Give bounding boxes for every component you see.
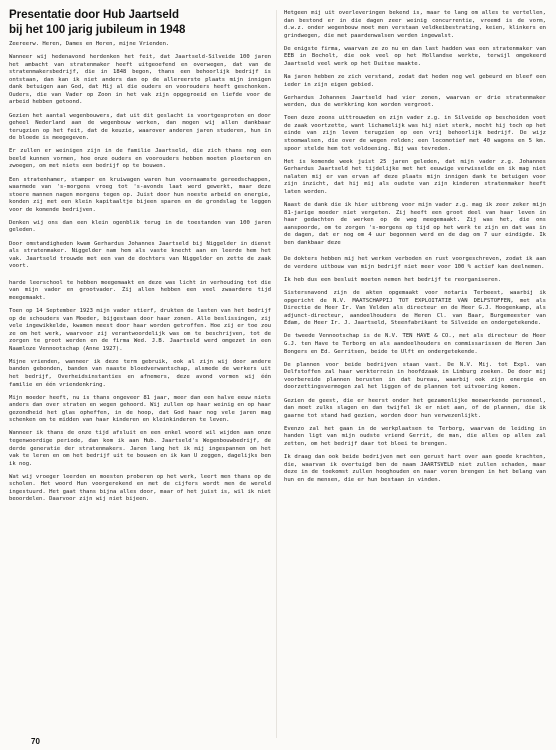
paragraph: Evenzo zal het gaan in de werkplaatsen te Terborg, waarvan de leiding in handen ligt van mijn oudste vriend Gerrit, de man, die alles op alles zal zetten, om het bedrijf daar tot bloei te brengen. <box>284 425 546 447</box>
paragraph: De tweede Vennootschap is de N.V. TEN HAVE & CO., met als directeur de Heer G.J. ten Have te Terborg en als aandeelhouders en commissarissen de Heren Jan Bongers en Ed. Gerritsen, beide te Ulft en ondergetekende. <box>284 333 546 355</box>
paragraph: Naast de dank die ik hier uitbreng voor mijn vader z.g. mag ik zeer zeker mijn 81-jarige moeder niet vergeten. Zij heeft een groot deel van haar leven in haar gedachten de werken op de weg meegemaakt. Zij was het, die ons aanspoorde, om te zorgen 's-morgens op tijd op het werk te zijn en dat was in de dagen, dat er nog om 4 uur begonnen werd en de dag om 7 uur eindigde. Ik ben dankbaar deze <box>284 202 546 246</box>
right-column <box>284 10 546 490</box>
paragraph: Denken wij ons dan een klein ogenblik terug in de toestanden van 100 jaren geleden. <box>9 219 271 234</box>
title-line-2: bij het 100 jarig jubileum in 1948 <box>9 24 186 36</box>
paragraph: Wat wij vroeger leerden en moesten proberen op het werk, leert men thans op de scholen. Het woord Hun voorgerekend en met de cijfers wordt men de wereld ingestuurd. Het gaat thans bijna alles door, maar of het juist is, wil ik niet beoordelen. Daarvoor zijn wij niet bijeen. <box>9 473 271 503</box>
paragraph: Door omstandigheden kwam Gerhardus Johannes Jaartseld bij Niggelder in dienst als stratenmaker. Niggelder nam hem als vaste knecht aan en leerde hem het vak. Jaartseld trouwde met een van de dochters van Niggelder en zette de zaak voort. <box>9 240 271 270</box>
paragraph: De plannen voor beide bedrijven staan vast. De N.V. Mij. tot Expl. van Delfstoffen zal haar werkterrein in hoofdzaak in Limburg zoeken. De door mij voorbereide plannen berusten in dat bureau, waarbij ook zijn energie en doorzettingsvermogen zal het liggen of de plannen tot uitvoering komen. <box>284 361 546 391</box>
paragraph: Gezien de geest, die er heerst onder het gezamenlijke meewerkende personeel, dan moet zulks slagen en dan twijfel ik er niet aan, of de plannen, die ik gaarne tot stand had gezien, worden door hun verwezenlijkt. <box>284 397 546 419</box>
paragraph: Ik draag dan ook beide bedrijven met een gerust hart over aan goede krachten, die, waarvan ik overtuigd ben de naam JAARTSVELD niet zullen schaden, maar deze in de toekomst zullen hooghouden en naar voren brengen in het belang van hun en de mensen, die er hun bestaan in vinden. <box>284 453 546 483</box>
paragraph: Ik heb dus een besluit moeten nemen het bedrijf te reorganiseren. <box>284 277 502 284</box>
left-column <box>9 41 271 510</box>
paragraph: Gerhardus Johannes Jaartseld had vier zonen, waarvan er drie stratenmaker werden, dus de werkkring kon worden vergroot. <box>284 94 546 109</box>
paragraph: Wanneer ik thans de onze tijd afsluit en een enkel woord wil wijden aan onze tegenwoordige periode, dan kom ik aan Hub. Jaartseld's Wegenbouwbedrijf, de derde generatie der stratenmakers. Jaren lang het ik mij ingespannen om het vak te leren en om het bedrijf uit te bouwen en ik kan U zeggen, dagelijks ben ik nog. <box>9 430 271 467</box>
paragraph: Toen deze zoons uittrouwden en zijn vader z.g. in Silveide op beschoiden voet de zaak voortzette, want lichamelijk was hij niet sterk, mocht hij toch op het einde van zijn leven terugzien op een vrij behoorlijk bedrijf. De wijz stoomwalsen, die over de wegen rolden; een locomotief met 40 wagons en 5 km. spoor stelde hem tot voldoening. Bij was tevreden. <box>284 115 546 152</box>
paragraph: De dokters hebben mij het werken verboden en rust voorgeschreven, zodat ik aan de verdere uitbouw van mijn bedrijf niet meer voor 100 % actief kan deelnemen. <box>284 256 546 270</box>
page-title <box>9 8 271 38</box>
paragraph: Gezien het aantal wegenbouwers, dat uit dit geslacht is voortgesproten en door geheel Nederland aan de wegenbouw werken, dan mogen wij allen dankbaar terugzien op het feit, dat de keuzie, waarover anderen jaren studeren, hun in de bloede is meegegeven. <box>9 112 271 142</box>
paragraph: Wanneer wij hedenavond herdenken het feit, dat Jaartseld-Silveide 100 jaren het ambacht van stratenmaker heeft uitgeoefend en overwegen, dat van de stratenmakersbedrijf, die in 1848 begon, thans een behoorlijk bedrijf is ontstaan, dan kan ik niet anders dan op de allereerste plaats mijn innigen dank betuigen aan God, dat Hij al die ouders en voorouders heeft geschonken. Ouders, die van Vader op Zoon in het vak zijn opgegroeid en liefde voor de arbeid hebben getoond. <box>9 54 271 106</box>
paragraph: Sistersnavond zijn de akten opgemaakt voor notaris Terbeest, waarbij ik opgericht de N.V. MAATSCHAPPIJ TOT EXPLOITATIE VAN DELFSTOFFEN, met als Directie de Heer Ir. Van Velden als directeur en de Heer G.J. Hoogenkamp, als adjunct-directeur, aandeelhouders de Heren Cl. van Baar, Burgemeester van Edam, de Heer Ir. J. Jaartseld, Steenfabrikant te Silveide en ondergetekende. <box>284 290 546 327</box>
paragraph: Hetgeen mij uit overleveringen bekend is, maar te lang om alles te vertellen, dan bestond er in die dagen zeer weinig concurrentie, vreemd is de vorm, d.w.z. onder wegenbouw moet men verstaan veldkeibestrating, keien, klinkers en grindwegen, die met paardenwalsen werden ingewalst. <box>284 10 546 39</box>
paragraph: Mijn moeder heeft, nu is thans ongeveer 81 jaar, meer dan een halve eeuw niets anders dan over straten en wegen gehoord. Wij zullen op haar weinig en op haar gezondheid het glas opheffen, in de hoop, dat God haar nog vele jaren mag schenken om te midden van haar kinderen en kleinkinderen te leven. <box>9 394 271 424</box>
paragraph: harde leerschool te hebben meegemaakt en deze was licht in verhouding tot die van mijn vader en grootvader. Zij allen hebben een veel zwaardere tijd meegemaakt. <box>9 279 271 301</box>
paragraph: De enigste firma, waarvan ze zo nu en dan last hadden was een stratenmaker van EEB in Bocholt, die ook veel op het Hollandse werkte, terwijl omgekeerd Jaartseld veel werk op het Duitse maakte. <box>284 45 546 67</box>
page-number: 70 <box>31 737 40 746</box>
paragraph: Zeereerw. Heren, Dames en Heren, mijne Vrienden. <box>9 41 170 47</box>
title-line-1: Presentatie door Hub Jaartseld <box>9 9 179 21</box>
paragraph: Het is komende week juist 25 jaren geleden, dat mijn vader z.g. Johannes Gerhardus Jaartseld het tijdelijke met het eeuwige verwisselde en ik mag niet nalaten mij er van ervan af deze plaats mijn innigen dank te betuigen voor zijn inzicht, dat hij mij als oudste van zijn kinderen stratenmaker heeft laten worden. <box>284 158 546 195</box>
paragraph: Een stratenhamer, stamper en kruiwagen waren hun voornaamste gereedschappen, waarmede van 's-morgens vroeg tot 's-avonds laat werd gewerkt, maar deze stoere mannen nagen morgens tegen op. Juist door hun noeste arbeid en energie, konden zij met een klein kapitaaltje bijeen sparen en de grondslag te leggen voor de komende bedrijven. <box>9 176 271 213</box>
column-divider <box>276 10 277 738</box>
paragraph: Toen op 14 September 1923 mijn vader stierf, drukten de lasten van het bedrijf op de schouders van Moeder, bijgestaan door haar zonen. Alle beslissingen, zij vele ingewikkelde, kwamen meest door haar worden getroffen. Hoe zij er toe zou ze om het werk, waarvoor zij verantwoordelijk was om te beschrijven, tot de zorgen te groot werden en de firma Wed. J.B. Jaartseld werd omgezet in een Naamloze Vennootschap (Anne 1927). <box>9 308 271 352</box>
paragraph: Na jaren hebben ze zich verstand, zodat dat heden nog wel gebeurd en bleef een ieder in zijn eigen gebied. <box>284 74 546 88</box>
paragraph: Mijne vrienden, wanneer ik deze term gebruik, ook al zijn wij door andere banden gebonden, banden van naaste bloedverwantschap, alsmede de werkers uit het bedrijf, Overheidsinstanties en afnemers, deze avond vormen wij één familie en één vriendenkring. <box>9 358 271 388</box>
paragraph: Er zullen er weinigen zijn in de familie Jaartseld, die zich thans nog een beeld kunnen vormen, hoe onze ouders en voorouders hebben moeten ploeteren en zwoegen, om met niets een bedrijf op te bouwen. <box>9 148 271 170</box>
